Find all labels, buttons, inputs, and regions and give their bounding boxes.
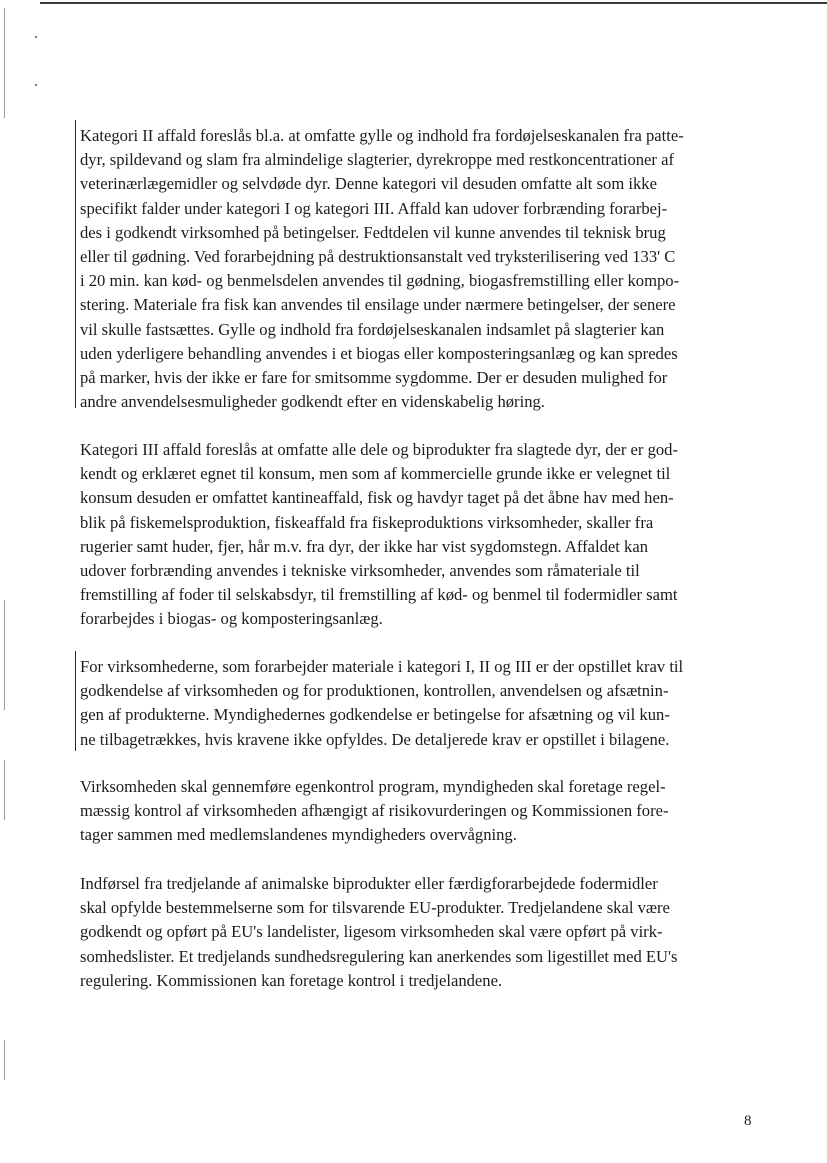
scan-speck [35, 84, 37, 86]
text-line: vil skulle fastsættes. Gylle og indhold fra fordøjelseskanalen indsamlet på slagterier kan [80, 319, 665, 339]
text-line: somhedslister. Et tredjelands sundhedsregulering kan anerkendes som ligestillet med EU's [80, 946, 678, 966]
text-line: eller til gødning. Ved forarbejdning på destruktionsanstalt ved tryksterilisering ved 133' C [80, 247, 676, 267]
paragraph-egenkontrol [80, 775, 669, 848]
left-scan-edge [4, 8, 5, 118]
left-scan-edge [4, 1040, 5, 1080]
text-line: konsum desuden er omfattet kantineaffald, fisk og havdyr taget på det åbne hav med hen- [80, 488, 674, 508]
text-line: uden yderligere behandling anvendes i et biogas eller komposteringsanlæg og kan spredes [80, 343, 678, 363]
revision-bar [75, 120, 76, 408]
text-line: specifikt falder under kategori I og kategori III. Affald kan udover forbrænding forarbej- [80, 198, 668, 218]
paragraph-kategori-iii [80, 438, 678, 632]
text-line: godkendt og opført på EU's landelister, ligesom virksomheden skal være opført på virk- [80, 922, 663, 942]
left-scan-edge [4, 600, 5, 710]
text-line: på marker, hvis der ikke er fare for smitsomme sygdomme. Der er desuden mulighed for [80, 368, 668, 388]
text-line: kendt og erklæret egnet til konsum, men som af kommercielle grunde ikke er velegnet til [80, 464, 671, 484]
text-line: des i godkendt virksomhed på betingelser. Fedtdelen vil kunne anvendes til teknisk brug [80, 222, 666, 242]
text-line: udover forbrænding anvendes i tekniske virksomheder, anvendes som råmateriale til [80, 561, 640, 581]
paragraph-virksomhederne [80, 655, 683, 752]
text-line: blik på fiskemelsproduktion, fiskeaffald fra fiskeproduktions virksomheder, skaller fra [80, 512, 654, 532]
text-line: dyr, spildevand og slam fra almindelige slagterier, dyrekroppe med restkoncentrationer af [80, 150, 674, 170]
text-line: i 20 min. kan kød- og benmelsdelen anvendes til gødning, biogasfremstilling eller kompo- [80, 271, 680, 291]
text-line: godkendelse af virksomheden og for produktionen, kontrollen, anvendelsen og afsætnin- [80, 681, 669, 701]
text-line: ne tilbagetrækkes, hvis kravene ikke opfyldes. De detaljerede krav er opstillet i bilagene. [80, 729, 670, 749]
text-line: Indførsel fra tredjelande af animalske biprodukter eller færdigforarbejdede fodermidler [80, 874, 658, 893]
text-line: rugerier samt huder, fjer, hår m.v. fra dyr, der ikke har vist sygdomstegn. Affaldet kan [80, 536, 649, 556]
page-number: 8 [744, 1113, 752, 1129]
text-line: tager sammen med medlemslandenes myndigheders overvågning. [80, 825, 517, 845]
scan-speck [35, 36, 37, 38]
text-line: andre anvendelsesmuligheder godkendt efter en videnskabelig høring. [80, 392, 545, 412]
text-line: Virksomheden skal gennemføre egenkontrol program, myndigheden skal foretage regel- [80, 777, 666, 796]
text-line: skal opfylde bestemmelserne som for tilsvarende EU-produkter. Tredjelandene skal være [80, 898, 670, 918]
text-line: Kategori III affald foreslås at omfatte alle dele og biprodukter fra slagtede dyr, der er god- [80, 440, 678, 459]
text-line: gen af produkterne. Myndighedernes godkendelse er betingelse for afsætning og vil kun- [80, 705, 670, 725]
top-scan-rule [40, 2, 827, 4]
text-line: mæssig kontrol af virksomheden afhængigt af risikovurderingen og Kommissionen fore- [80, 801, 669, 821]
revision-bar [75, 651, 76, 751]
text-line: Kategori II affald foreslås bl.a. at omfatte gylle og indhold fra fordøjelseskanalen fra patte- [80, 126, 684, 145]
paragraph-kategori-ii [80, 124, 684, 414]
text-line: For virksomhederne, som forarbejder materiale i kategori I, II og III er der opstillet krav til [80, 657, 684, 676]
text-line: forarbejdes i biogas- og komposteringsanlæg. [80, 609, 383, 629]
text-line: stering. Materiale fra fisk kan anvendes til ensilage under nærmere betingelser, der senere [80, 295, 676, 315]
left-scan-edge [4, 760, 5, 820]
text-line: veterinærlægemidler og selvdøde dyr. Denne kategori vil desuden omfatte alt som ikke [80, 174, 657, 194]
text-line: fremstilling af foder til selskabsdyr, til fremstilling af kød- og benmel til fodermidler samt [80, 585, 678, 605]
paragraph-indfoersel [80, 872, 677, 993]
text-line: regulering. Kommissionen kan foretage kontrol i tredjelandene. [80, 970, 503, 990]
